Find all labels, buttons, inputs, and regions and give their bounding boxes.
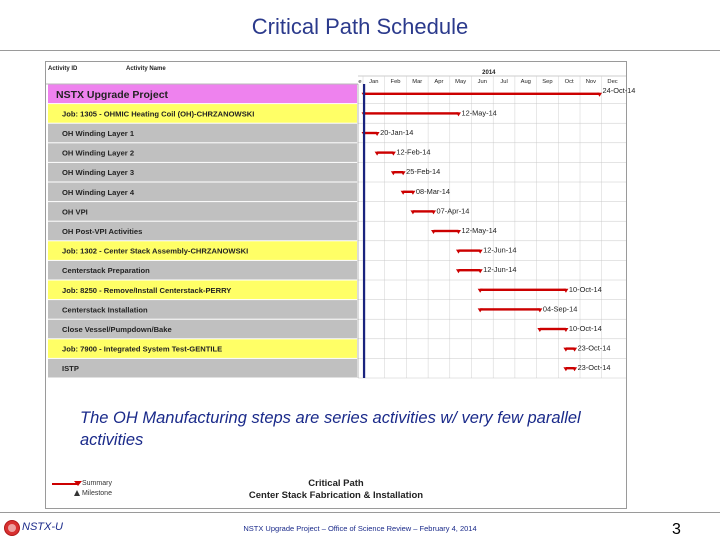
finish-date-label: 07-Apr-14 — [436, 206, 470, 216]
month-label-10: Oct — [564, 79, 574, 85]
activity-name: Job: 1302 - Center Stack Assembly-CHRZANOWSKI — [62, 246, 249, 256]
year-label: 2014 — [482, 70, 496, 76]
finish-date-label: 24-Oct-14 — [602, 85, 636, 95]
chart-legend — [52, 480, 172, 502]
activity-name: OH Post-VPI Activities — [62, 227, 143, 236]
slide-title: Critical Path Schedule — [251, 14, 469, 39]
schedule-bar — [480, 289, 566, 291]
schedule-bar — [458, 249, 480, 251]
legend-summary-label: Summary — [82, 480, 112, 487]
schedule-bar — [413, 210, 434, 212]
finish-date-label: 23-Oct-14 — [577, 363, 611, 373]
page-number: 3 — [672, 521, 681, 538]
finish-date-label: 12-May-14 — [461, 226, 497, 235]
finish-date-label: 20-Jan-14 — [380, 128, 414, 137]
month-label-4: Apr — [434, 79, 444, 85]
activity-name: OH Winding Layer 1 — [62, 129, 135, 138]
column-header-activity-name: Activity Name — [126, 66, 166, 72]
activity-name: Job: 1305 - OHMIC Heating Coil (OH)-CHRZANOWSKI — [62, 109, 255, 119]
activity-name: NSTX Upgrade Project — [56, 88, 169, 101]
month-label-8: Aug — [520, 79, 531, 85]
finish-date-label: 10-Oct-14 — [568, 284, 602, 294]
finish-date-label: 08-Mar-14 — [415, 186, 451, 196]
summary-triangle-icon — [74, 481, 82, 486]
month-label-3: Mar — [412, 79, 423, 85]
activity-name: Job: 7900 - Integrated System Test-GENTILE — [62, 344, 223, 354]
schedule-bar — [434, 230, 459, 232]
activity-name: OH Winding Layer 3 — [62, 168, 135, 178]
milestone-triangle-icon — [74, 490, 80, 496]
month-label-2: Feb — [390, 79, 401, 85]
activity-row-bg — [48, 359, 357, 378]
activity-name: OH VPI — [62, 207, 88, 217]
month-label-11: Nov — [585, 79, 597, 85]
schedule-bar — [458, 269, 480, 271]
activity-name: Centerstack Preparation — [62, 266, 150, 276]
chart-caption-line-1: Critical Path — [308, 478, 364, 489]
footer-text: NSTX Upgrade Project – Office of Science Review – February 4, 2014 — [243, 524, 477, 533]
schedule-bar — [540, 328, 566, 330]
logo-text: NSTX-U — [22, 521, 63, 533]
schedule-bar — [377, 151, 393, 153]
month-label-5: May — [455, 79, 467, 85]
schedule-bar — [480, 308, 540, 310]
schedule-bar — [364, 93, 599, 95]
schedule-bar — [364, 112, 458, 114]
month-label-7: Jul — [500, 79, 508, 85]
column-header-activity-id: Activity ID — [48, 66, 78, 72]
activity-name: OH Winding Layer 4 — [62, 187, 135, 197]
finish-date-label: 10-Oct-14 — [568, 324, 602, 333]
finish-date-label: 04-Sep-14 — [542, 304, 578, 314]
legend-milestone-label: Milestone — [82, 490, 112, 497]
activity-name: OH Winding Layer 2 — [62, 148, 135, 158]
finish-date-label: 12-May-14 — [461, 108, 497, 118]
chart-caption — [200, 478, 472, 502]
activity-name: Centerstack Installation — [62, 305, 148, 315]
month-label-12: Dec — [607, 79, 618, 85]
footer-divider — [0, 512, 720, 513]
finish-date-label: 12-Jun-14 — [483, 265, 517, 275]
callout-text: The OH Manufacturing steps are series activities w/ very few parallel activities — [80, 409, 581, 449]
activity-name: Close Vessel/Pumpdown/Bake — [62, 325, 172, 334]
month-label-6: Jun — [477, 79, 488, 85]
finish-date-label: 23-Oct-14 — [577, 343, 611, 353]
title-divider — [0, 50, 720, 51]
activity-name: ISTP — [62, 364, 79, 374]
month-label-1: Jan — [369, 79, 379, 85]
finish-date-label: 25-Feb-14 — [406, 167, 441, 177]
activity-name: Job: 8250 - Remove/Install Centerstack-PERRY — [62, 285, 232, 295]
finish-date-label: 12-Feb-14 — [396, 147, 431, 157]
month-label-0: e — [358, 79, 362, 85]
chart-caption-line-2: Center Stack Fabrication & Installation — [248, 490, 424, 501]
activity-row-bg — [48, 202, 357, 221]
month-label-9: Sep — [542, 79, 553, 85]
finish-date-label: 12-Jun-14 — [483, 245, 517, 255]
